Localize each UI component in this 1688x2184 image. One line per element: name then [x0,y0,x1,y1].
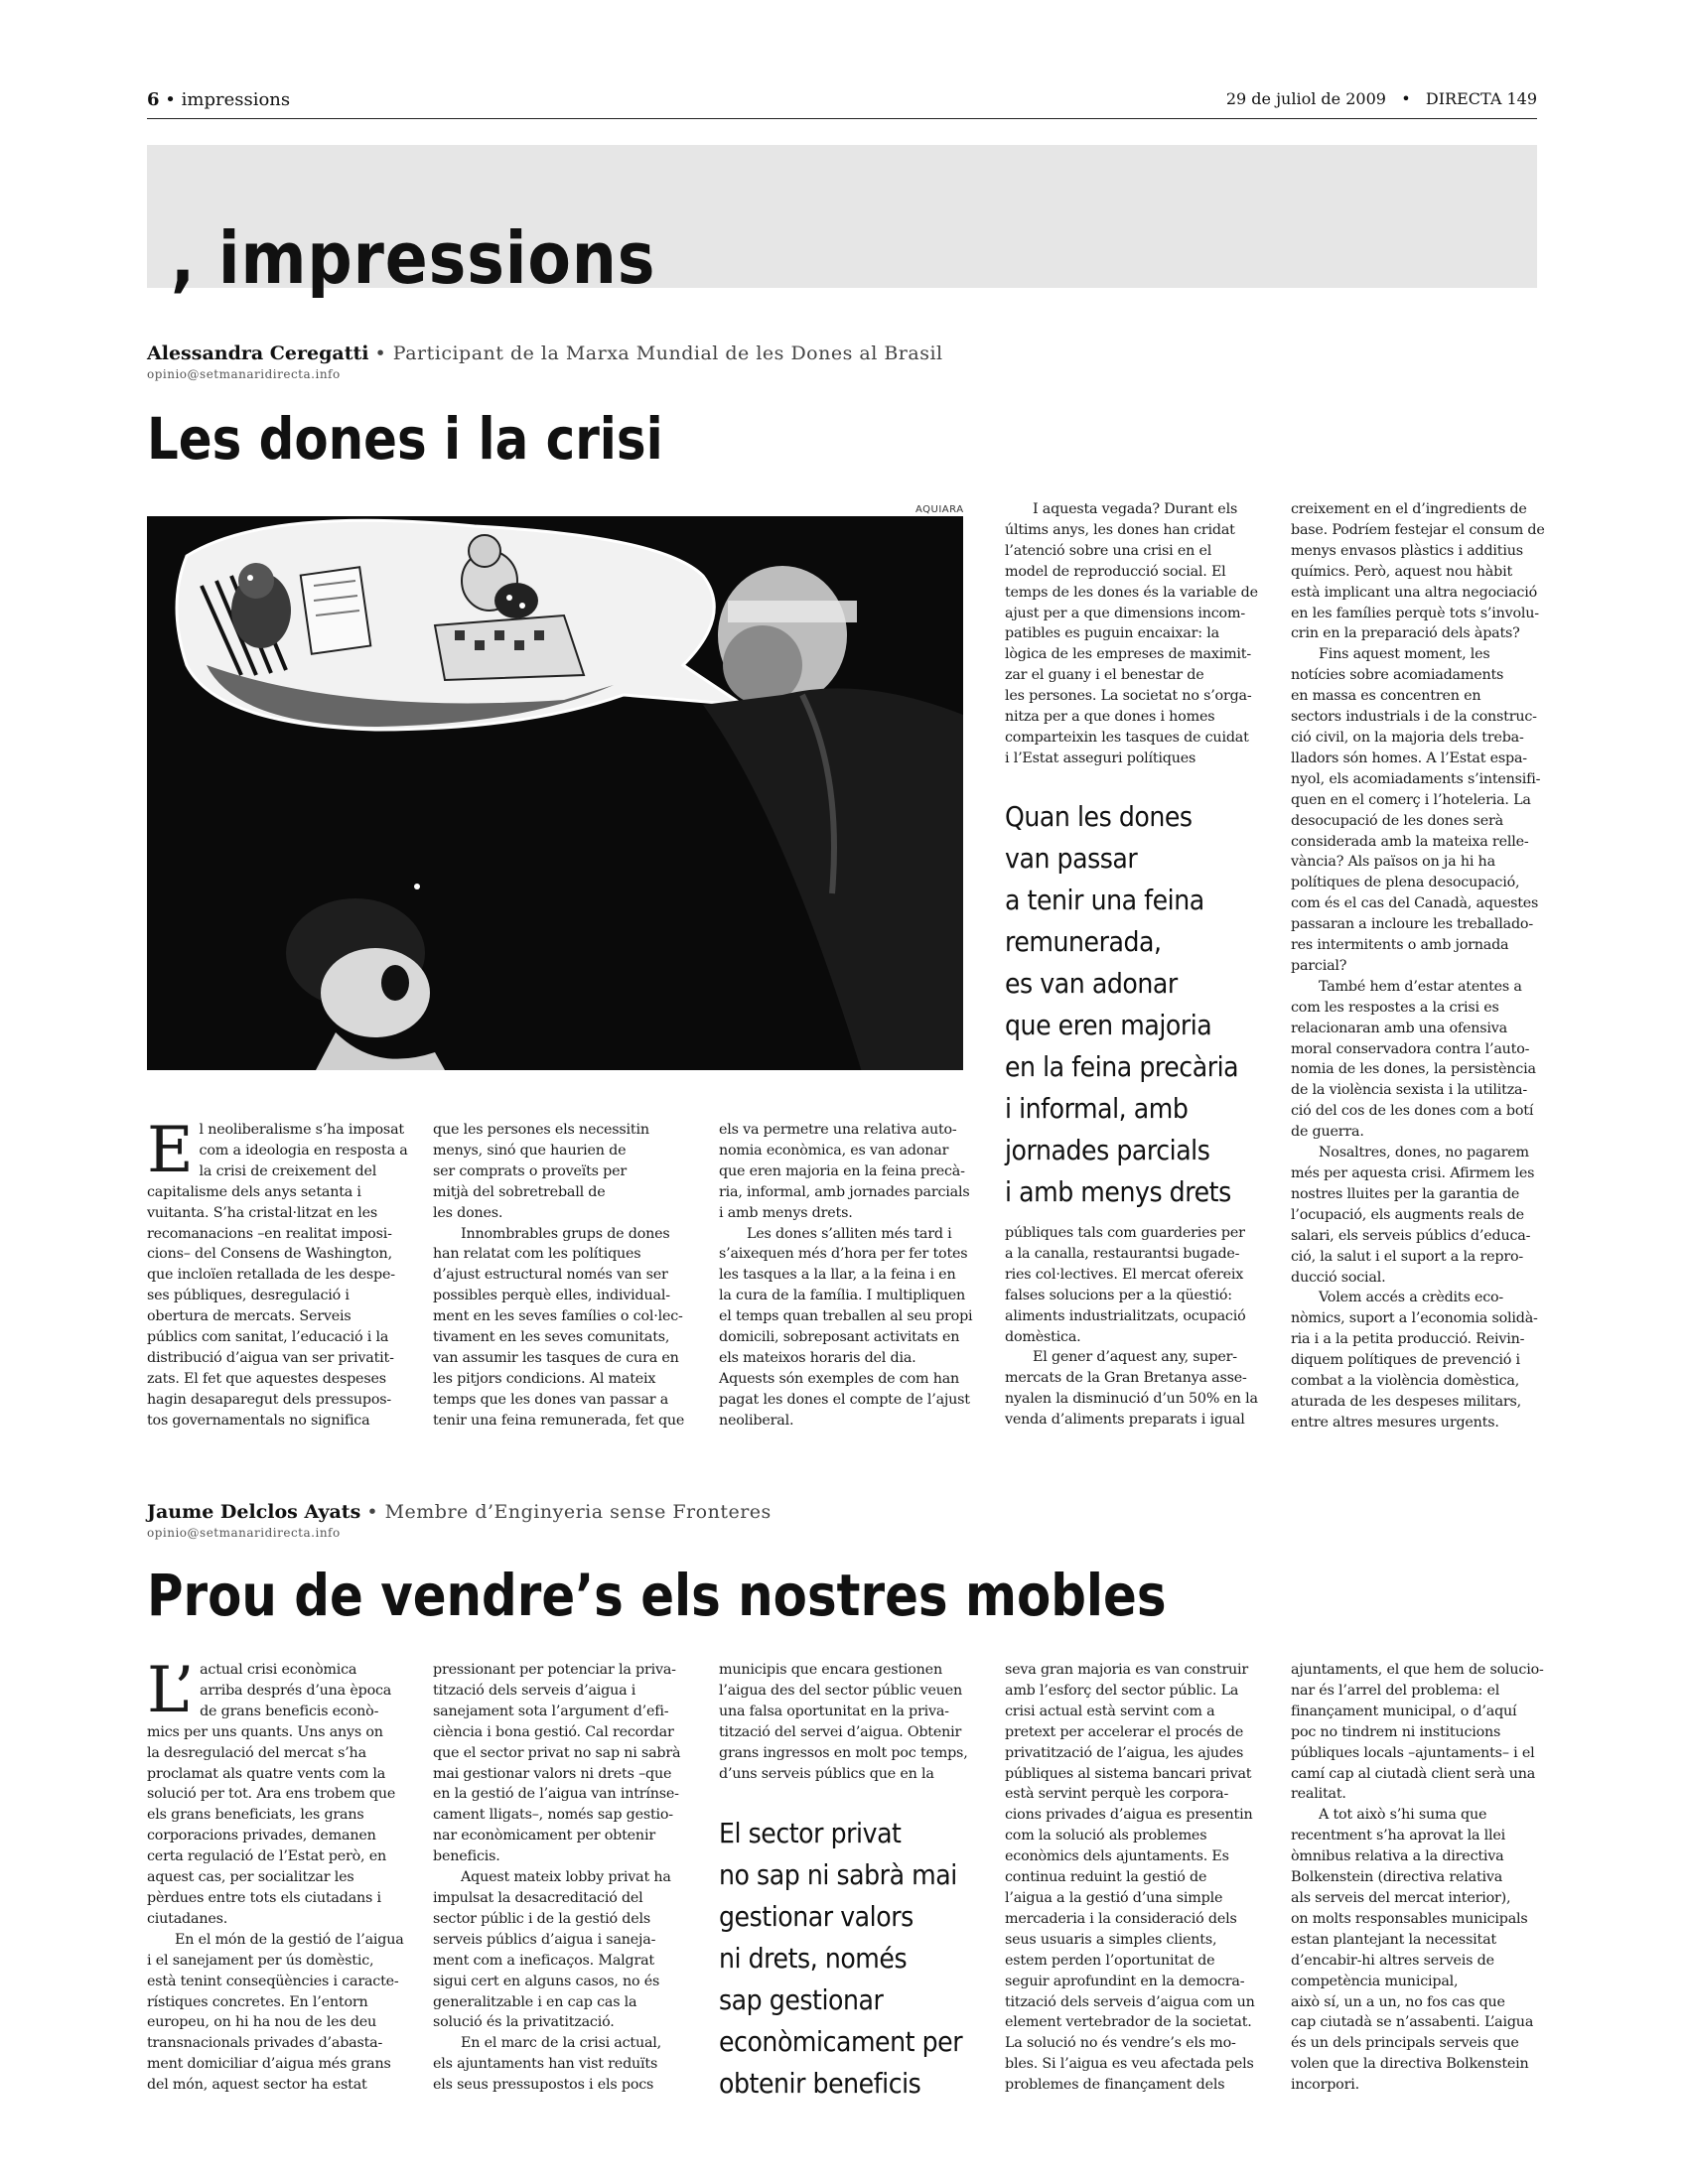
text-line: competència municipal, [1291,1973,1459,1989]
text-line: els ajuntaments han vist reduïts [433,2056,658,2073]
text-line: van assumir les tasques de cura en [433,1349,679,1366]
text-line: transnacionals privades d’abasta- [147,2035,383,2052]
text-line: Bolkenstein (directiva relativa [1291,1869,1503,1886]
text-line: crisi actual està servint com a [1005,1703,1215,1719]
text-line: poc no tindrem ni institucions [1291,1723,1501,1740]
text-line: moral conservadora contra l’auto- [1291,1040,1530,1057]
text-line: que incloïen retallada de les despe- [147,1267,395,1284]
text-line: relacionaran amb una ofensiva [1291,1020,1507,1036]
text-line: estem perden l’oportunitat de [1005,1952,1215,1969]
text-line: privatització de l’aigua, les ajudes [1005,1744,1244,1761]
article2-column-3-top [719,1660,979,1784]
pullquote-line: obtenir beneficis [719,2067,921,2100]
text-line: menys, sinó que haurien de [433,1142,627,1159]
text-line: neoliberal. [719,1412,794,1429]
text-line: últims anys, les dones han cridat [1005,521,1235,538]
text-line: crin en la preparació dels àpats? [1291,625,1520,642]
article2-author: Jaume Delclos Ayats [147,1501,361,1523]
text-line: europeu, on hi ha nou de les deu [147,2014,377,2031]
article2-title: Prou de vendre’s els nostres mobles [147,1562,1167,1629]
text-line: nomia econòmica, es van adonar [719,1142,949,1159]
text-line: finançament municipal, o d’aquí [1291,1703,1517,1719]
text-line: nomia de les dones, la persistència [1291,1061,1536,1078]
article2-column-2 [433,1660,693,2096]
text-line: ducció social. [1291,1269,1386,1286]
text-line: Volem accés a crèdits eco- [1319,1290,1504,1306]
text-line: certa regulació de l’Estat però, en [147,1848,387,1865]
text-line: d’ajust estructural només van ser [433,1267,668,1284]
text-line: està tenint conseqüències i caracte- [147,1973,399,1989]
text-line: polítiques de plena desocupació, [1291,875,1520,891]
text-line: vuitanta. S’ha cristal·litzat en les [147,1204,378,1221]
text-line: solució és la privatització. [433,2014,615,2031]
text-line: aliments industrialitzats, ocupació [1005,1307,1246,1324]
text-line: solució per tot. Ara ens trobem que [147,1786,396,1803]
text-line: ria, informal, amb jornades parcials [719,1183,970,1200]
text-line: òmnibus relativa a la directiva [1291,1848,1504,1865]
text-line: recomanacions –en realitat imposi- [147,1225,392,1242]
text-line: nar és l’arrel del problema: el [1291,1682,1500,1699]
pullquote-line: no sap ni sabrà mai [719,1858,957,1891]
text-line: notícies sobre acomiadaments [1291,667,1504,684]
text-line: temps que les dones van passar a [433,1391,669,1408]
text-line: mics per uns quants. Uns anys on [147,1723,383,1740]
text-line: nostres lluites per la garantia de [1291,1185,1520,1202]
pullquote-line: ni drets, només [719,1942,908,1975]
pullquote-line: que eren majoria [1005,1009,1212,1041]
text-line: les pitjors condicions. Al mateix [433,1370,656,1387]
text-line: ser comprats o proveïts per [433,1162,628,1179]
text-line: falses solucions per a la qüestió: [1005,1287,1232,1303]
pullquote-line: Quan les dones [1005,800,1193,833]
text-line: cament lligats–, només sap gestio- [433,1807,673,1824]
text-line: la crisi de creixement del [199,1162,377,1179]
column-text [147,1654,407,2096]
text-line: ries col·lectives. El mercat ofereix [1005,1266,1244,1283]
text-line: seva gran majoria es van construir [1005,1662,1249,1678]
text-line: A tot això s’hi suma que [1319,1807,1487,1824]
text-line: públics com sanitat, l’educació i la [147,1329,389,1346]
text-line: estan plantejant la necessitat [1291,1931,1496,1948]
text-line: públiques al sistema bancari privat [1005,1765,1252,1782]
text-line: domèstica. [1005,1328,1081,1345]
pullquote-line: es van adonar [1005,967,1178,1000]
text-line: Aquest mateix lobby privat ha [461,1869,671,1886]
text-line: ment domiciliar d’aigua més grans [147,2056,391,2073]
section-band [147,145,1537,300]
text-line: continua reduint la gestió de [1005,1869,1207,1886]
text-line: l’aigua des del sector públic veuen [719,1682,963,1699]
text-line: aquest cas, per socialitzar les [147,1869,354,1886]
text-line: ria i a la petita producció. Reivin- [1291,1331,1525,1348]
header-separator-2: • [1401,89,1411,108]
text-line: arriba després d’una època [200,1682,392,1699]
pullquote-line: i informal, amb [1005,1092,1189,1125]
text-line: venda d’aliments preparats i igual [1005,1412,1245,1429]
text-line: més per aquesta crisi. Afirmem les [1291,1165,1535,1181]
text-line: ajuntaments, el que hem de solucio- [1291,1662,1544,1678]
article1-column-3 [719,1120,979,1432]
text-line: capitalisme dels anys setanta i [147,1183,361,1200]
text-line: actual crisi econòmica [200,1662,357,1678]
pullquote-line: en la feina precària [1005,1050,1239,1083]
text-line: això sí, un a un, no fos cas que [1291,1993,1505,2010]
article1-photo [147,516,963,1070]
text-line: els mateixos horaris del dia. [719,1349,916,1366]
pullquote-text [719,1813,979,2105]
text-line: les persones. La societat no s’orga- [1005,688,1252,705]
text-line: cap ciutadà se n’assabenti. L’aigua [1291,2014,1534,2031]
text-line: possibles perquè elles, individual- [433,1288,670,1304]
photo-illustration [147,516,963,1070]
text-line: tos governamentals no significa [147,1412,370,1429]
text-line: parcial? [1291,957,1347,974]
text-line: Aquests són exemples de com han [719,1370,960,1387]
issue-date: 29 de juliol de 2009 [1225,89,1386,108]
publication-issue: DIRECTA 149 [1425,89,1537,108]
text-line: problemes de finançament dels [1005,2077,1225,2094]
text-line: sectors industrials i de la construc- [1291,709,1537,726]
header-separator: • [165,89,176,110]
text-line: recentment s’ha aprovat la llei [1291,1828,1506,1844]
text-line: volen que la directiva Bolkenstein [1291,2056,1529,2073]
dropcap: E [147,1114,194,1187]
pullquote-text [1005,796,1265,1213]
text-line: comparteixin les tasques de cuidat [1005,729,1249,746]
text-line: en massa es concentren en [1291,688,1481,705]
article1-author: Alessandra Ceregatti [147,342,369,364]
text-line: una falsa oportunitat en la priva- [719,1703,949,1719]
text-line: cions– del Consens de Washington, [147,1246,392,1263]
column-text [719,1660,979,1784]
text-line: com és el cas del Canadà, aquestes [1291,895,1539,912]
text-line: distribució d’aigua van ser privatit- [147,1349,394,1366]
text-line: pèrdues entre tots els ciutadans i [147,1889,381,1906]
text-line: que el sector privat no sap ni sabrà [433,1744,681,1761]
text-line: del món, aquest sector ha estat [147,2077,367,2094]
text-line: i amb menys drets. [719,1204,853,1221]
text-line: ment com a ineficaços. Malgrat [433,1952,654,1969]
text-line: ciutadanes. [147,1910,228,1927]
text-line: desocupació de les dones serà [1291,812,1503,829]
section-name: impressions [181,89,291,110]
text-line: tització dels serveis d’aigua i [433,1682,636,1699]
text-line: grans ingressos en molt poc temps, [719,1744,968,1761]
column-text [1291,499,1551,1433]
text-line: corporacions privades, demanen [147,1828,376,1844]
pullquote-line: jornades parcials [1005,1134,1210,1166]
text-line: pretext per accelerar el procés de [1005,1723,1244,1740]
text-line: i el sanejament per ús domèstic, [147,1952,374,1969]
text-line: seguir aprofundint en la democra- [1005,1973,1245,1989]
text-line: Innombrables grups de dones [461,1225,670,1242]
text-line: econòmics dels ajuntaments. Es [1005,1848,1229,1865]
text-line: de grans beneficis econò- [200,1703,379,1719]
column-text [1005,499,1265,769]
text-line: ció del cos de les dones com a botí [1291,1103,1534,1120]
pullquote-line: El sector privat [719,1817,902,1849]
text-line: camí cap al ciutadà client serà una [1291,1765,1536,1782]
text-line: ment en les seves famílies o col·lec- [433,1308,683,1325]
text-line: En el marc de la crisi actual, [461,2035,662,2052]
text-line: l’atenció sobre una crisi en el [1005,542,1212,559]
text-line: El gener d’aquest any, super- [1033,1349,1237,1366]
text-line: També hem d’estar atentes a [1319,978,1522,995]
text-line: sigui cert en alguns casos, no és [433,1973,660,1989]
text-line: proclamat als quatre vents com la [147,1765,386,1782]
text-line: zar el guany i el benestar de [1005,667,1204,684]
article1-email: opinio@setmanaridirecta.info [147,367,341,381]
article1-column-4-bottom [1005,1223,1265,1431]
text-line: en la gestió de l’aigua van intrínse- [433,1786,679,1803]
text-line: base. Podríem festejar el consum de [1291,521,1545,538]
article2-email: opinio@setmanaridirecta.info [147,1526,341,1540]
text-line: En el món de la gestió de l’aigua [175,1931,404,1948]
text-line: vància? Als països on ja hi ha [1291,854,1495,871]
text-line: diquem polítiques de prevenció i [1291,1352,1520,1369]
text-line: nyalen la disminució d’un 50% en la [1005,1391,1258,1408]
text-line: cions privades d’aigua es presentin [1005,1807,1253,1824]
article1-column-4-top [1005,499,1265,769]
text-line: temps de les dones és la variable de [1005,584,1258,601]
article1-pullquote [1005,796,1265,1213]
article2-column-4 [1005,1660,1265,2096]
text-line: l’ocupació, els augments reals de [1291,1206,1524,1223]
text-line: I aquesta vegada? Durant els [1033,501,1238,517]
text-line: és un dels principals serveis que [1291,2035,1519,2052]
article2-column-5 [1291,1660,1551,2096]
text-line: patibles es puguin encaixar: la [1005,625,1219,642]
text-line: de la violència sexista i la utilitza- [1291,1082,1527,1099]
text-line: està implicant una altra negociació [1291,584,1538,601]
column-text [433,1120,693,1432]
text-line: mai gestionar valors ni drets –que [433,1765,672,1782]
text-line: els va permetre una relativa auto- [719,1122,957,1138]
text-line: serveis públics d’aigua i saneja- [433,1931,656,1948]
text-line: pagat les dones el compte de l’ajust [719,1391,970,1408]
pullquote-line: a tenir una feina [1005,884,1204,916]
text-line: combat a la violència domèstica, [1291,1373,1520,1390]
text-line: Les dones s’alliten més tard i [747,1225,952,1242]
text-line: La solució no és vendre’s els mo- [1005,2035,1236,2052]
text-line: l neoliberalisme s’ha imposat [199,1122,404,1138]
text-line: realitat. [1291,1786,1346,1803]
text-line: municipis que encara gestionen [719,1662,942,1678]
column-text [1291,1660,1551,2096]
article2-author-role: Membre d’Enginyeria sense Fronteres [384,1501,772,1523]
text-line: i l’Estat asseguri polítiques [1005,750,1196,766]
text-line: mercaderia i la consideració dels [1005,1910,1237,1927]
column-text [1005,1660,1265,2096]
text-line: està servint perquè les corpora- [1005,1786,1229,1803]
pullquote-line: van passar [1005,842,1138,875]
text-line: que les persones els necessitin [433,1122,649,1138]
text-line: salari, els serveis públics d’educa- [1291,1227,1531,1244]
text-line: impulsat la desacreditació del [433,1889,643,1906]
pullquote-line: sap gestionar [719,1983,884,2016]
text-line: tització dels serveis d’aigua com un [1005,1993,1255,2010]
text-line: hagin desaparegut dels pressupos- [147,1391,392,1408]
header-section [147,89,290,110]
pullquote-line: i amb menys drets [1005,1175,1231,1208]
text-line: químics. Però, aquest nou hàbit [1291,563,1513,580]
text-line: als serveis del mercat interior), [1291,1889,1511,1906]
pullquote-line: remunerada, [1005,925,1162,958]
text-line: lladors són homes. A l’Estat espa- [1291,750,1527,766]
text-line: Fins aquest moment, les [1319,646,1490,663]
header-date-publication [1226,89,1537,108]
text-line: els seus pressupostos i els pocs [433,2077,654,2094]
text-line: Nosaltres, dones, no pagarem [1319,1145,1529,1161]
text-line: seus usuaris a simples clients, [1005,1931,1217,1948]
text-line: quen en el comerç i l’hoteleria. La [1291,791,1531,808]
text-line: on molts responsables municipals [1291,1910,1528,1927]
photo-credit: AQUIARA [915,504,964,515]
text-line: les tasques a la llar, a la feina i en [719,1267,956,1284]
text-line: menys envasos plàstics i additius [1291,542,1523,559]
text-line: en les famílies perquè tots s’involu- [1291,605,1539,621]
text-line: les dones. [433,1204,503,1221]
text-line: pressionant per potenciar la priva- [433,1662,676,1678]
article1-column-2 [433,1120,693,1432]
text-line: ció civil, on la majoria dels treba- [1291,729,1524,746]
text-line: domicili, sobreposant activitats en [719,1329,960,1346]
text-line: zats. El fet que aquestes despeses [147,1370,386,1387]
text-line: passaran a incloure les treballado- [1291,916,1533,933]
text-line: la desregulació del mercat s’ha [147,1744,366,1761]
text-line: que eren majoria en la feina precà- [719,1162,965,1179]
text-line: ses públiques, desregulació i [147,1288,350,1304]
text-line: considerada amb la mateixa relle- [1291,833,1529,850]
text-line: incorpori. [1291,2077,1359,2094]
text-line: res intermitents o amb jornada [1291,937,1509,954]
text-line: rístiques concretes. En l’entorn [147,1993,368,2010]
article1-title: Les dones i la crisi [147,405,663,473]
article1-column-1 [147,1114,408,1432]
text-line: nar econòmicament per obtenir [433,1828,655,1844]
text-line: ció, la salut i el suport a la repro- [1291,1248,1523,1265]
text-line: d’encabir-hi altres serveis de [1291,1952,1494,1969]
text-line: bles. Si l’aigua es veu afectada pels [1005,2056,1254,2073]
text-line: generalitzable i en cap cas la [433,1993,637,2010]
text-line: entre altres mesures urgents. [1291,1414,1499,1431]
running-header [147,89,1537,119]
text-line: el temps quan treballen al seu propi [719,1308,973,1325]
text-line: nòmics, suport a l’economia solidà- [1291,1310,1538,1327]
text-line: model de reproducció social. El [1005,563,1226,580]
text-line: aturada de les despeses militars, [1291,1393,1522,1410]
text-line: sanejament sota l’argument d’efi- [433,1703,669,1719]
text-line: beneficis. [433,1848,500,1865]
article2-column-1 [147,1654,407,2096]
text-line: de guerra. [1291,1124,1364,1141]
text-line: públiques locals –ajuntaments– i el [1291,1744,1535,1761]
dropcap: L’ [147,1654,195,1727]
text-line: amb l’esforç del sector públic. La [1005,1682,1239,1699]
page-number: 6 [147,89,160,110]
text-line: nyol, els acomiadaments s’intensifi- [1291,770,1541,787]
text-line: obertura de mercats. Serveis [147,1308,352,1325]
article2-byline: Jaume Delclos Ayats • Membre d’Enginyeria sense Fronteres [147,1501,772,1523]
text-line: com les respostes a la crisi es [1291,999,1499,1016]
text-line: mitjà del sobretreball de [433,1183,606,1200]
text-line: l’aigua a la gestió d’una simple [1005,1889,1223,1906]
text-line: tivament en les seves comunitats, [433,1329,670,1346]
text-line: els grans beneficiats, les grans [147,1807,364,1824]
text-line: creixement en el d’ingredients de [1291,501,1527,517]
section-title: , impressions [171,216,656,300]
article1-author-role: Participant de la Marxa Mundial de les Dones al Brasil [392,342,943,364]
pullquote-line: econòmicament per [719,2025,963,2058]
text-line: ciència i bona gestió. Cal recordar [433,1723,674,1740]
article1-byline: Alessandra Ceregatti • Participant de la Marxa Mundial de les Dones al Brasil [147,342,943,364]
column-text [433,1660,693,2096]
text-line: com a ideologia en resposta a [199,1142,408,1159]
text-line: han relatat com les polítiques [433,1246,641,1263]
column-text [1005,1223,1265,1431]
text-line: la cura de la família. I multipliquen [719,1288,966,1304]
article2-pullquote [719,1813,979,2105]
text-line: sector públic i de la gestió dels [433,1910,651,1927]
text-line: públiques tals com guarderies per [1005,1225,1245,1241]
pullquote-line: gestionar valors [719,1900,914,1933]
text-line: com la solució als problemes [1005,1828,1207,1844]
text-line: lògica de les empreses de maximit- [1005,646,1251,663]
text-line: element vertebrador de la societat. [1005,2014,1252,2031]
text-line: tització del servei d’aigua. Obtenir [719,1723,962,1740]
text-line: ajust per a que dimensions incom- [1005,605,1245,621]
column-text [719,1120,979,1432]
text-line: tenir una feina remunerada, fet que [433,1412,685,1429]
text-line: a la canalla, restaurantsi bugade- [1005,1245,1240,1262]
text-line: nitza per a que dones i homes [1005,709,1215,726]
article1-column-5 [1291,499,1551,1433]
text-line: s’aixequen més d’hora per fer totes [719,1246,968,1263]
text-line: mercats de la Gran Bretanya asse- [1005,1370,1247,1387]
text-line: d’uns serveis públics que en la [719,1765,934,1782]
